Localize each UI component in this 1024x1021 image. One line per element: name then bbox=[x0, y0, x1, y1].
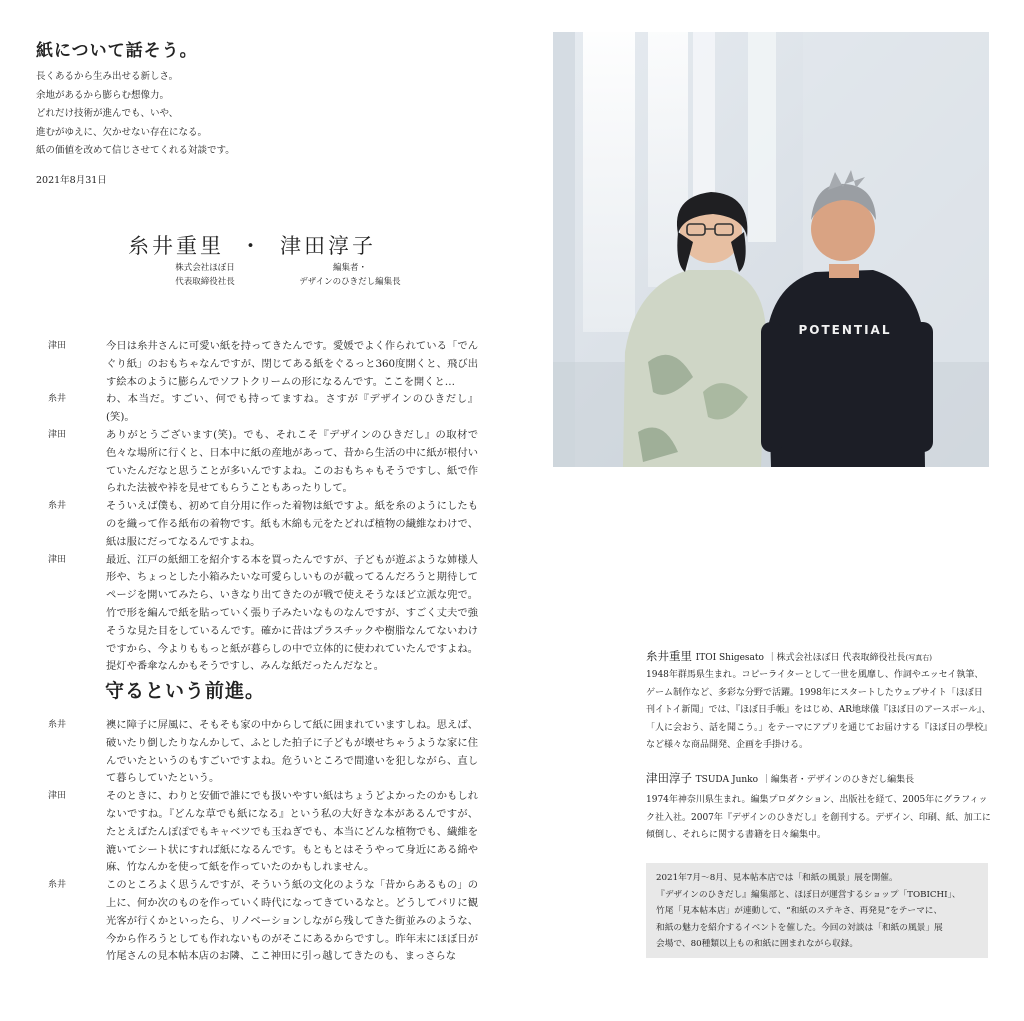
intro-line: 長くあるから生み出せる新しさ。 bbox=[36, 71, 179, 82]
dialogue-text: そういえば僕も、初めて自分用に作った着物は紙ですよ。紙を糸のようにしたものを織って作る紙布の着物です。紙も木綿も元をたどれば植物の繊維なわけで、紙は服にだってなるんですよね。 bbox=[106, 500, 478, 548]
speaker-label: 糸井 bbox=[48, 394, 67, 405]
speaker-label: 津田 bbox=[48, 429, 67, 440]
article-title: 紙について話そう。 bbox=[36, 41, 198, 61]
bio-text-itoi: 1948年群馬県生まれ。コピーライターとして一世を風靡し、作詞やエッセイ執筆、ゲーム制作など、多彩な分野で活躍。1998年にスタートしたウェブサイト「ほぼ日刊イトイ新聞」では、『ほぼ日手帳』をはじめ、AR地球儀『ほぼ日のアースボール』、「人に会おう、話を聞こう。」をテーマにアプリを通じてお届けする『ほぼ日の學校』など様々な商品開発、企画を手掛ける。 bbox=[646, 670, 991, 751]
intro-line: 紙の価値を改めて信じさせてくれる対談です。 bbox=[36, 145, 235, 156]
dialogue-turn bbox=[48, 427, 478, 498]
dialogue-text: 今日は糸井さんに可愛い紙を持ってきたんです。愛媛でよく作られている「でんぐり紙」のおもちゃなんですが、閉じてある紙をぐるっと360度開くと、飛び出す絵本のように膨らんでソフトクリームの形になるんです。ここを開くと… bbox=[106, 340, 478, 388]
speaker-label: 津田 bbox=[48, 791, 67, 802]
intro-line: 進むがゆえに、欠かせない存在になる。 bbox=[36, 126, 208, 138]
notice-line: 『デザインのひきだし』編集部と、ほぼ日が運営するショップ「TOBICHI」、 bbox=[656, 889, 961, 900]
notice-line: 和紙の魅力を紹介するイベントを催した。今回の対談は「和紙の風景」展 bbox=[656, 922, 943, 933]
intro-lead bbox=[36, 68, 366, 161]
bio-title: ｜編集者・デザインのひきだし編集長 bbox=[761, 775, 915, 785]
bio-title: ｜株式会社ほぼ日 代表取締役社長 bbox=[767, 653, 906, 663]
role-line: 編集者・ bbox=[332, 263, 367, 273]
publish-date: 2021年8月31日 bbox=[36, 175, 107, 186]
role-line: デザインのひきだし編集長 bbox=[299, 277, 401, 287]
dialogue-text: ありがとうございます(笑)。でも、それこそ『デザインのひきだし』の取材で色々な場所に行くと、日本中に紙の産地があって、昔から生活の中に紙が根付いていたんだなと思うことが多いんですよね。このおもちゃもそうですし、紙で作られた法被や裃を見せてもらうこともあったりして。 bbox=[106, 428, 478, 495]
intro-line: どれだけ技術が進んでも、いや、 bbox=[36, 108, 179, 119]
dialogue-text: そのときに、わりと安価で誰にでも扱いやすい紙はちょうどよかったのかもしれないですね。『どんな草でも紙になる』という私の大好きな本があるんですが、たとえばたんぽぽでもキャベツでも玉ねぎでも、本当にどんな植物でも、繊維を漉いてシート状にすれば紙になるんです。もともとはそうやって身近にある綿や麻、竹なんかを使って紙を作っていたのかもしれません。 bbox=[106, 790, 478, 874]
bio-note: (写真右) bbox=[905, 654, 932, 662]
dialogue-turn bbox=[48, 717, 478, 788]
event-notice-box bbox=[646, 863, 988, 958]
intro-line: 余地があるから膨らむ想像力。 bbox=[36, 89, 170, 101]
dialogue-text: わ、本当だ。すごい、何でも持ってますね。さすが『デザインのひきだし』(笑)。 bbox=[106, 393, 478, 424]
bio-text-tsuda: 1974年神奈川県生まれ。編集プロダクション、出版社を経て、2005年にグラフィック社入社。2007年『デザインのひきだし』を創刊する。デザイン、印刷、紙、加工に傾倒し、それらに関する書籍を日々編集中。 bbox=[646, 795, 991, 841]
dialogue-turn bbox=[48, 338, 478, 391]
dialogue-turn bbox=[48, 498, 478, 551]
portrait-photo bbox=[553, 32, 989, 467]
dialogue-turn bbox=[48, 788, 478, 877]
speaker-label: 糸井 bbox=[48, 720, 67, 730]
notice-line: 会場で、80種類以上もの和紙に囲まれながら収録。 bbox=[656, 939, 859, 950]
dialogue-turn bbox=[48, 552, 478, 677]
dialogue-text: 襖に障子に屏風に、そもそも家の中からして紙に囲まれていますしね。思えば、破いたり倒したりなんかして、ふとした拍子に子どもが壊せちゃうような家に住んでいたというのもすごいですよね。危ういところで間違いを犯しながら、直して暮らしていたという。 bbox=[106, 719, 478, 785]
bio-romaji: TSUDA Junko bbox=[695, 775, 759, 785]
speaker-label: 糸井 bbox=[48, 880, 67, 891]
dialogue-text: このところよく思うんですが、そういう紙の文化のような「昔からあるもの」の上に、何か次のものを作っていく時代になってきているなと。どうしてパリに観光客が行くかといったら、リノベーションしながら残してきた街並みのような、今から作ろうとしても作れないものがそこにあるからですし。昨年末にほぼ日が竹尾さんの見本帖本店のお隣、ここ神田に引っ越してきたのも、まっさらな bbox=[106, 879, 478, 963]
section-heading: 守るという前進。 bbox=[105, 680, 266, 702]
bio-heading-itoi bbox=[646, 648, 932, 664]
dialogue-text: 最近、江戸の紙細工を紹介する本を買ったんですが、子どもが遊ぶような姉様人形や、ちょっとした小箱みたいな可愛らしいものが載ってるんだろうと期待してページを開いてみたら、いきなり出てきたのが戦で使えそうなほど立派な兜で。竹で形を編んで紙を貼っていく張り子みたいなものなんですが、すごく丈夫で強そうな見た目をしているんです。確かに昔はプラスチックや樹脂なんてないわけですから、今よりももっと紙が暮らしの中で立体的に使われていたんですよね。提灯や番傘なんかもそうですし、みんな紙だったんだなと。 bbox=[106, 553, 478, 673]
speaker-name-itoi: 糸井重里 bbox=[128, 234, 224, 258]
role-line: 株式会社ほぼ日 bbox=[175, 263, 235, 273]
speaker-label: 津田 bbox=[48, 341, 67, 351]
speaker-name-tsuda: 津田淳子 bbox=[280, 234, 376, 258]
speaker-label: 津田 bbox=[48, 554, 67, 565]
bio-heading-tsuda bbox=[646, 770, 914, 786]
notice-line: 2021年7月〜8月、見本帖本店では「和紙の風景」展を開催。 bbox=[656, 873, 898, 883]
speaker-label: 糸井 bbox=[48, 501, 67, 512]
dialogue-turn bbox=[48, 391, 478, 427]
role-line: 代表取締役社長 bbox=[175, 277, 235, 287]
dialogue-turn bbox=[48, 877, 478, 966]
bio-romaji: ITOI Shigesato bbox=[695, 653, 764, 663]
dialogue-block-1 bbox=[48, 338, 478, 676]
speaker-role-itoi bbox=[150, 261, 260, 289]
speaker-role-tsuda bbox=[280, 261, 420, 289]
notice-line: 竹尾「見本帖本店」が連動して、“和紙のステキさ、再発見”をテーマに、 bbox=[656, 906, 943, 917]
speaker-names bbox=[128, 230, 376, 260]
dialogue-block-2 bbox=[48, 717, 478, 966]
name-separator: ・ bbox=[240, 234, 264, 258]
shirt-print: POTENTIAL bbox=[798, 323, 892, 337]
bio-name: 糸井重里 bbox=[646, 649, 692, 663]
bio-name: 津田淳子 bbox=[646, 771, 692, 785]
